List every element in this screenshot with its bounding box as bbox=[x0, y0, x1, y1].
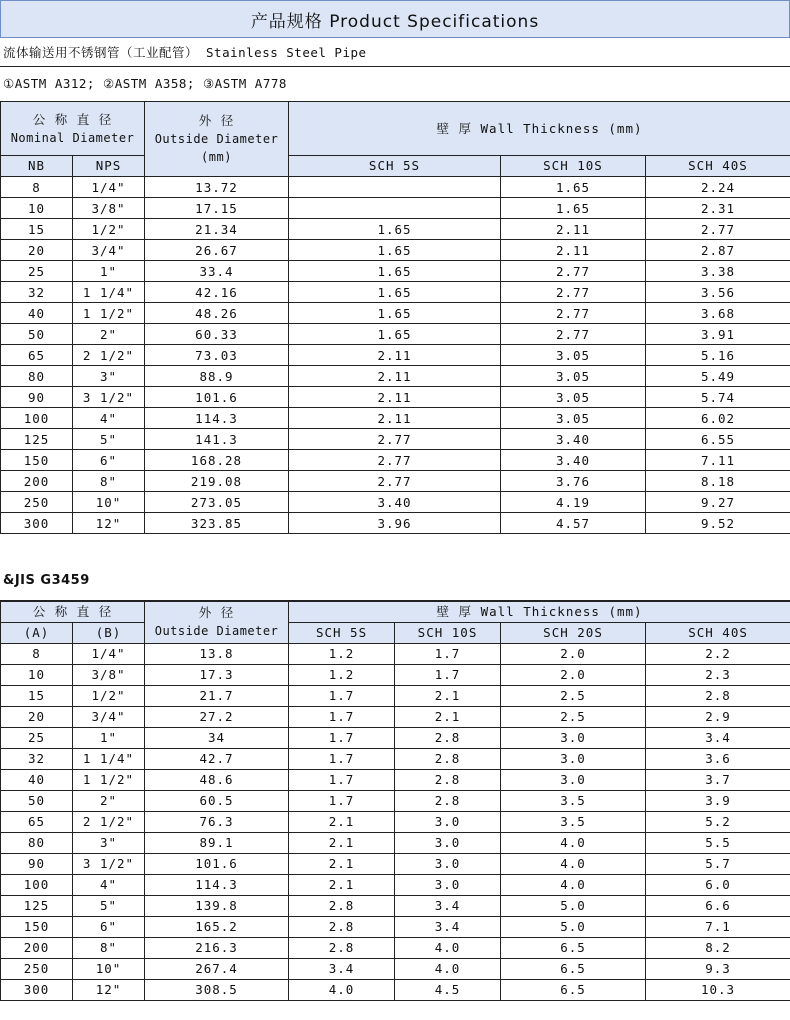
table-cell: 2.24 bbox=[646, 177, 790, 198]
outside-diameter-en: Outside Diameter bbox=[154, 132, 279, 146]
table-cell: 6.0 bbox=[646, 874, 790, 895]
outside-diameter-cn: 外 径 bbox=[198, 113, 235, 128]
table-cell: 7.11 bbox=[646, 450, 790, 471]
table-cell: 2.3 bbox=[646, 664, 790, 685]
nominal-diameter-cn: 公 称 直 径 bbox=[32, 111, 113, 127]
table-cell: 50 bbox=[1, 324, 73, 345]
col-sch-40s: SCH 40S bbox=[646, 156, 790, 177]
table-cell: 125 bbox=[1, 429, 73, 450]
table-cell: 2" bbox=[73, 324, 145, 345]
table-cell: 3.0 bbox=[395, 874, 501, 895]
table-cell: 89.1 bbox=[145, 832, 289, 853]
table-row bbox=[1, 303, 790, 324]
table-cell: 165.2 bbox=[145, 916, 289, 937]
table-cell: 1 1/2" bbox=[73, 303, 145, 324]
table-cell: 3.40 bbox=[501, 429, 646, 450]
table-cell: 4.57 bbox=[501, 513, 646, 534]
table-cell: 1.2 bbox=[289, 664, 395, 685]
table-cell: 20 bbox=[1, 706, 73, 727]
table-cell: 4.0 bbox=[501, 832, 646, 853]
table-cell: 2.1 bbox=[289, 832, 395, 853]
table-cell: 17.3 bbox=[145, 664, 289, 685]
nominal-diameter-header bbox=[1, 102, 145, 156]
table-cell: 2.1 bbox=[289, 853, 395, 874]
table-cell: 2.9 bbox=[646, 706, 790, 727]
table-cell: 1.7 bbox=[289, 706, 395, 727]
table-cell: 3.68 bbox=[646, 303, 790, 324]
table-cell: 10.3 bbox=[646, 979, 790, 1000]
table-row bbox=[1, 685, 790, 706]
table-cell: 273.05 bbox=[145, 492, 289, 513]
table-cell: 3.0 bbox=[395, 853, 501, 874]
table-cell: 32 bbox=[1, 748, 73, 769]
table-row bbox=[1, 937, 790, 958]
table-row bbox=[1, 916, 790, 937]
table-cell: 250 bbox=[1, 958, 73, 979]
table-cell: 219.08 bbox=[145, 471, 289, 492]
table-cell: 1.7 bbox=[289, 769, 395, 790]
table-cell: 250 bbox=[1, 492, 73, 513]
table-row bbox=[1, 429, 790, 450]
table-cell: 5.0 bbox=[501, 895, 646, 916]
table-cell: 2.1 bbox=[289, 874, 395, 895]
table-row bbox=[1, 748, 790, 769]
table-cell: 3.40 bbox=[289, 492, 501, 513]
jis-nominal-diameter-header: 公 称 直 径 bbox=[1, 601, 145, 622]
table-cell: 90 bbox=[1, 853, 73, 874]
outside-diameter-unit: (mm) bbox=[201, 150, 232, 164]
table-cell bbox=[289, 177, 501, 198]
jis-table-body bbox=[1, 643, 790, 1000]
table-cell: 5.0 bbox=[501, 916, 646, 937]
table-cell: 4.0 bbox=[501, 874, 646, 895]
table-row bbox=[1, 450, 790, 471]
table-cell: 2.77 bbox=[289, 471, 501, 492]
table-cell: 3.5 bbox=[501, 811, 646, 832]
astm-spec-table bbox=[0, 101, 790, 534]
table-cell: 139.8 bbox=[145, 895, 289, 916]
table-row bbox=[1, 366, 790, 387]
table-cell: 42.16 bbox=[145, 282, 289, 303]
table-cell: 1/2" bbox=[73, 685, 145, 706]
table-cell: 42.7 bbox=[145, 748, 289, 769]
table-row bbox=[1, 345, 790, 366]
table-cell: 2.1 bbox=[289, 811, 395, 832]
table-cell: 7.1 bbox=[646, 916, 790, 937]
table-cell: 40 bbox=[1, 769, 73, 790]
table-cell: 2 1/2" bbox=[73, 345, 145, 366]
table-cell: 21.7 bbox=[145, 685, 289, 706]
table-row bbox=[1, 324, 790, 345]
table-cell: 2.77 bbox=[501, 261, 646, 282]
table-cell: 1.65 bbox=[501, 177, 646, 198]
table-cell: 3.6 bbox=[646, 748, 790, 769]
jis-col-sch-40s: SCH 40S bbox=[646, 622, 790, 643]
table-row bbox=[1, 874, 790, 895]
table-cell: 2.2 bbox=[646, 643, 790, 664]
table-cell: 1.65 bbox=[289, 240, 501, 261]
table-cell: 1.7 bbox=[395, 664, 501, 685]
table-cell: 32 bbox=[1, 282, 73, 303]
table-cell: 3.4 bbox=[395, 916, 501, 937]
table-cell: 15 bbox=[1, 685, 73, 706]
table-cell: 1 1/4" bbox=[73, 748, 145, 769]
table-cell: 5" bbox=[73, 429, 145, 450]
table-cell: 3.4 bbox=[646, 727, 790, 748]
table-cell: 12" bbox=[73, 979, 145, 1000]
table-cell: 60.33 bbox=[145, 324, 289, 345]
table-cell: 3.91 bbox=[646, 324, 790, 345]
table-cell: 21.34 bbox=[145, 219, 289, 240]
table-row bbox=[1, 471, 790, 492]
table-cell: 2.11 bbox=[289, 387, 501, 408]
table-cell: 5.74 bbox=[646, 387, 790, 408]
table-cell: 3 1/2" bbox=[73, 853, 145, 874]
table-cell: 5.5 bbox=[646, 832, 790, 853]
col-sch-10s: SCH 10S bbox=[501, 156, 646, 177]
table-cell: 101.6 bbox=[145, 387, 289, 408]
table-cell: 9.52 bbox=[646, 513, 790, 534]
table-cell: 1.65 bbox=[289, 303, 501, 324]
astm-table-body bbox=[1, 177, 790, 534]
table-cell: 6" bbox=[73, 450, 145, 471]
jis-outside-diameter-en: Outside Diameter bbox=[154, 624, 279, 639]
table-cell: 1.7 bbox=[289, 727, 395, 748]
table-cell: 2.77 bbox=[646, 219, 790, 240]
table-cell: 48.26 bbox=[145, 303, 289, 324]
table-cell: 3.0 bbox=[501, 769, 646, 790]
jis-wall-thickness-header: 壁 厚 Wall Thickness (mm) bbox=[289, 601, 790, 622]
wall-thickness-header: 壁 厚 Wall Thickness (mm) bbox=[289, 102, 790, 156]
table-cell: 323.85 bbox=[145, 513, 289, 534]
table-cell: 3.5 bbox=[501, 790, 646, 811]
table-cell: 2" bbox=[73, 790, 145, 811]
table-cell: 6.02 bbox=[646, 408, 790, 429]
table-row bbox=[1, 387, 790, 408]
table-cell: 2.11 bbox=[501, 240, 646, 261]
table-cell: 6" bbox=[73, 916, 145, 937]
table-cell: 2.8 bbox=[395, 790, 501, 811]
table-cell: 17.15 bbox=[145, 198, 289, 219]
table-cell: 114.3 bbox=[145, 874, 289, 895]
table-cell: 1" bbox=[73, 261, 145, 282]
table-row bbox=[1, 282, 790, 303]
table-row bbox=[1, 177, 790, 198]
table-cell: 3.76 bbox=[501, 471, 646, 492]
table-cell: 3" bbox=[73, 832, 145, 853]
table-cell: 2.77 bbox=[501, 324, 646, 345]
table-cell: 2.5 bbox=[501, 685, 646, 706]
jis-col-sch-5s: SCH 5S bbox=[289, 622, 395, 643]
table-cell: 1 1/2" bbox=[73, 769, 145, 790]
jis-col-sch-20s: SCH 20S bbox=[501, 622, 646, 643]
table-cell: 5.49 bbox=[646, 366, 790, 387]
table-cell: 2.77 bbox=[501, 303, 646, 324]
table-cell: 8 bbox=[1, 643, 73, 664]
table-cell: 5.7 bbox=[646, 853, 790, 874]
table-cell: 65 bbox=[1, 345, 73, 366]
table-cell: 12" bbox=[73, 513, 145, 534]
table-cell: 6.55 bbox=[646, 429, 790, 450]
table-cell: 13.72 bbox=[145, 177, 289, 198]
table-cell: 2.8 bbox=[289, 937, 395, 958]
table-cell: 1.65 bbox=[289, 261, 501, 282]
col-a: (A) bbox=[1, 622, 73, 643]
col-b: (B) bbox=[73, 622, 145, 643]
table-cell: 2.8 bbox=[289, 916, 395, 937]
table-cell: 3/8" bbox=[73, 664, 145, 685]
table-cell: 9.3 bbox=[646, 958, 790, 979]
table-cell: 216.3 bbox=[145, 937, 289, 958]
table-cell: 2.0 bbox=[501, 664, 646, 685]
table-row bbox=[1, 492, 790, 513]
page-title: 产品规格 Product Specifications bbox=[0, 0, 790, 38]
table-cell: 6.6 bbox=[646, 895, 790, 916]
table-cell: 3.4 bbox=[395, 895, 501, 916]
table-row bbox=[1, 261, 790, 282]
table-cell: 200 bbox=[1, 471, 73, 492]
table-cell: 1 1/4" bbox=[73, 282, 145, 303]
table-cell: 2.31 bbox=[646, 198, 790, 219]
table-cell: 150 bbox=[1, 916, 73, 937]
table-row bbox=[1, 853, 790, 874]
jis-outside-diameter-cn: 外 径 bbox=[198, 605, 235, 621]
jis-outside-diameter-header bbox=[145, 601, 289, 643]
table-cell: 4.19 bbox=[501, 492, 646, 513]
table-cell: 2.77 bbox=[289, 429, 501, 450]
table-cell: 4.0 bbox=[501, 853, 646, 874]
table-cell: 76.3 bbox=[145, 811, 289, 832]
table-cell: 1.7 bbox=[289, 790, 395, 811]
table-cell: 1/4" bbox=[73, 177, 145, 198]
table-cell: 2.11 bbox=[289, 408, 501, 429]
table-cell: 1.7 bbox=[289, 748, 395, 769]
jis-standard-label: &JIS G3459 bbox=[3, 572, 90, 588]
table-cell: 2.11 bbox=[289, 345, 501, 366]
table-row bbox=[1, 513, 790, 534]
table-row bbox=[1, 240, 790, 261]
table-cell: 90 bbox=[1, 387, 73, 408]
table-cell: 200 bbox=[1, 937, 73, 958]
jis-col-sch-10s: SCH 10S bbox=[395, 622, 501, 643]
table-cell: 1.65 bbox=[289, 324, 501, 345]
table-cell: 2 1/2" bbox=[73, 811, 145, 832]
table-row bbox=[1, 664, 790, 685]
table-cell: 10 bbox=[1, 198, 73, 219]
table-cell: 1.65 bbox=[289, 219, 501, 240]
table-cell: 25 bbox=[1, 727, 73, 748]
table-cell: 168.28 bbox=[145, 450, 289, 471]
table-cell: 3.38 bbox=[646, 261, 790, 282]
table-cell: 300 bbox=[1, 979, 73, 1000]
table-cell: 1/2" bbox=[73, 219, 145, 240]
table-cell: 34 bbox=[145, 727, 289, 748]
table-cell: 4.0 bbox=[395, 958, 501, 979]
nominal-diameter-en: Nominal Diameter bbox=[10, 130, 135, 145]
standards-line: ①ASTM A312; ②ASTM A358; ③ASTM A778 bbox=[3, 75, 287, 91]
table-cell: 1.2 bbox=[289, 643, 395, 664]
table-cell: 100 bbox=[1, 408, 73, 429]
table-cell: 48.6 bbox=[145, 769, 289, 790]
table-cell: 3.05 bbox=[501, 345, 646, 366]
table-cell: 101.6 bbox=[145, 853, 289, 874]
table-cell: 1/4" bbox=[73, 643, 145, 664]
table-cell: 114.3 bbox=[145, 408, 289, 429]
table-cell: 73.03 bbox=[145, 345, 289, 366]
table-cell: 10 bbox=[1, 664, 73, 685]
table-cell: 308.5 bbox=[145, 979, 289, 1000]
table-row bbox=[1, 643, 790, 664]
table-cell: 2.77 bbox=[289, 450, 501, 471]
table-cell: 1.65 bbox=[289, 282, 501, 303]
table-cell: 2.8 bbox=[395, 769, 501, 790]
table-cell: 3.0 bbox=[395, 832, 501, 853]
table-row bbox=[1, 198, 790, 219]
table-cell: 3/4" bbox=[73, 240, 145, 261]
table-cell: 2.11 bbox=[501, 219, 646, 240]
table-row bbox=[1, 408, 790, 429]
table-cell: 65 bbox=[1, 811, 73, 832]
table-cell: 88.9 bbox=[145, 366, 289, 387]
table-cell: 10" bbox=[73, 958, 145, 979]
table-cell: 150 bbox=[1, 450, 73, 471]
table-cell: 3.05 bbox=[501, 387, 646, 408]
table-row bbox=[1, 706, 790, 727]
table-cell: 10" bbox=[73, 492, 145, 513]
table-cell: 3.0 bbox=[501, 727, 646, 748]
table-cell: 4.0 bbox=[289, 979, 395, 1000]
table-row bbox=[1, 219, 790, 240]
table-cell: 2.5 bbox=[501, 706, 646, 727]
table-cell: 300 bbox=[1, 513, 73, 534]
table-cell: 125 bbox=[1, 895, 73, 916]
table-cell: 2.87 bbox=[646, 240, 790, 261]
table-row bbox=[1, 979, 790, 1000]
table-cell: 8 bbox=[1, 177, 73, 198]
table-cell: 60.5 bbox=[145, 790, 289, 811]
table-cell: 8" bbox=[73, 471, 145, 492]
table-cell: 3.9 bbox=[646, 790, 790, 811]
table-row bbox=[1, 832, 790, 853]
table-cell: 1.65 bbox=[501, 198, 646, 219]
table-cell: 3" bbox=[73, 366, 145, 387]
table-cell: 4" bbox=[73, 408, 145, 429]
table-cell: 4.5 bbox=[395, 979, 501, 1000]
table-cell: 1.7 bbox=[289, 685, 395, 706]
table-cell: 8" bbox=[73, 937, 145, 958]
col-nps: NPS bbox=[73, 156, 145, 177]
table-cell: 3 1/2" bbox=[73, 387, 145, 408]
col-nb: NB bbox=[1, 156, 73, 177]
table-cell: 20 bbox=[1, 240, 73, 261]
table-cell: 33.4 bbox=[145, 261, 289, 282]
table-cell: 2.1 bbox=[395, 685, 501, 706]
table-cell: 26.67 bbox=[145, 240, 289, 261]
table-cell: 267.4 bbox=[145, 958, 289, 979]
table-row bbox=[1, 727, 790, 748]
table-cell: 141.3 bbox=[145, 429, 289, 450]
table-cell: 3.96 bbox=[289, 513, 501, 534]
table-cell: 6.5 bbox=[501, 937, 646, 958]
col-sch-5s: SCH 5S bbox=[289, 156, 501, 177]
table-cell bbox=[289, 198, 501, 219]
table-cell: 2.77 bbox=[501, 282, 646, 303]
table-cell: 2.8 bbox=[395, 727, 501, 748]
table-cell: 100 bbox=[1, 874, 73, 895]
table-cell: 9.27 bbox=[646, 492, 790, 513]
table-cell: 3.4 bbox=[289, 958, 395, 979]
table-cell: 2.8 bbox=[395, 748, 501, 769]
table-cell: 3/4" bbox=[73, 706, 145, 727]
table-cell: 3.40 bbox=[501, 450, 646, 471]
table-cell: 2.8 bbox=[289, 895, 395, 916]
table-cell: 2.1 bbox=[395, 706, 501, 727]
jis-spec-table bbox=[0, 600, 790, 1001]
table-cell: 3/8" bbox=[73, 198, 145, 219]
table-cell: 3.7 bbox=[646, 769, 790, 790]
table-cell: 6.5 bbox=[501, 958, 646, 979]
table-cell: 5" bbox=[73, 895, 145, 916]
table-cell: 4.0 bbox=[395, 937, 501, 958]
table-cell: 3.0 bbox=[501, 748, 646, 769]
table-row bbox=[1, 958, 790, 979]
table-cell: 5.16 bbox=[646, 345, 790, 366]
table-cell: 8.18 bbox=[646, 471, 790, 492]
table-cell: 80 bbox=[1, 832, 73, 853]
table-cell: 50 bbox=[1, 790, 73, 811]
product-subtitle: 流体输送用不锈钢管（工业配管） Stainless Steel Pipe bbox=[0, 37, 790, 67]
table-cell: 1" bbox=[73, 727, 145, 748]
table-cell: 27.2 bbox=[145, 706, 289, 727]
table-row bbox=[1, 895, 790, 916]
table-cell: 2.0 bbox=[501, 643, 646, 664]
table-cell: 4" bbox=[73, 874, 145, 895]
table-cell: 15 bbox=[1, 219, 73, 240]
table-cell: 2.8 bbox=[646, 685, 790, 706]
table-cell: 3.0 bbox=[395, 811, 501, 832]
table-cell: 3.05 bbox=[501, 408, 646, 429]
table-row bbox=[1, 811, 790, 832]
table-cell: 3.05 bbox=[501, 366, 646, 387]
table-cell: 6.5 bbox=[501, 979, 646, 1000]
outside-diameter-header bbox=[145, 102, 289, 177]
table-cell: 5.2 bbox=[646, 811, 790, 832]
table-cell: 13.8 bbox=[145, 643, 289, 664]
table-cell: 1.7 bbox=[395, 643, 501, 664]
table-cell: 25 bbox=[1, 261, 73, 282]
table-cell: 2.11 bbox=[289, 366, 501, 387]
table-cell: 3.56 bbox=[646, 282, 790, 303]
table-cell: 80 bbox=[1, 366, 73, 387]
table-cell: 8.2 bbox=[646, 937, 790, 958]
table-row bbox=[1, 769, 790, 790]
table-row bbox=[1, 790, 790, 811]
table-cell: 40 bbox=[1, 303, 73, 324]
